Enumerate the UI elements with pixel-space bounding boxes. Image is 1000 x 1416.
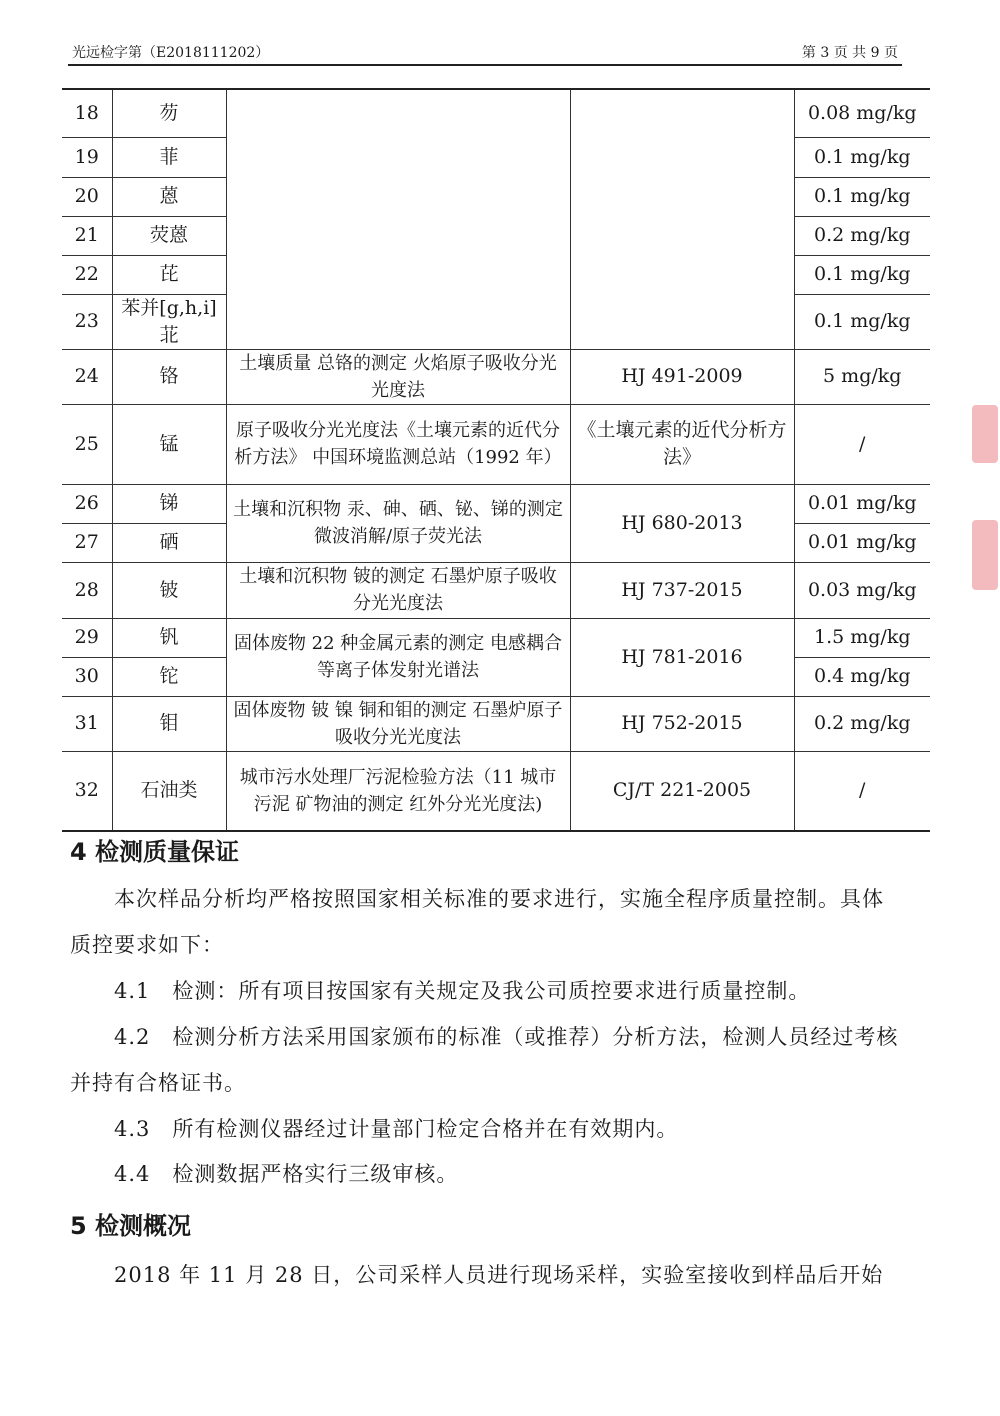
row-number: 29 (62, 618, 112, 657)
detection-limit: 0.2 mg/kg (794, 216, 930, 255)
report-number: 光远检字第（E2018111202） (72, 45, 270, 61)
section-4-intro: 本次样品分析均严格按照国家相关标准的要求进行，实施全程序质量控制。具体质控要求如下： (70, 887, 884, 957)
row-number: 27 (62, 523, 112, 562)
page-header (68, 40, 902, 66)
method-name: 城市污水处理厂污泥检验方法（11 城市污泥 矿物油的测定 红外分光光度法) (226, 751, 570, 831)
item-name: 铬 (112, 349, 226, 404)
seal-stamp-fragment (972, 405, 998, 463)
item-name: 荧蒽 (112, 216, 226, 255)
detection-limit: 0.1 mg/kg (794, 294, 930, 349)
detection-limit: 0.2 mg/kg (794, 696, 930, 751)
method-name: 固体废物 铍 镍 铜和钼的测定 石墨炉原子吸收分光光度法 (226, 696, 570, 751)
item-name: 铍 (112, 562, 226, 618)
detection-limit: / (794, 404, 930, 484)
detection-limit: / (794, 751, 930, 831)
item-name: 芴 (112, 89, 226, 137)
page-number: 第 3 页 共 9 页 (801, 45, 898, 61)
item-name: 钒 (112, 618, 226, 657)
detection-limit: 5 mg/kg (794, 349, 930, 404)
row-number: 24 (62, 349, 112, 404)
row-number: 32 (62, 751, 112, 831)
method-name: 土壤质量 总铬的测定 火焰原子吸收分光光度法 (226, 349, 570, 404)
detection-limit: 0.01 mg/kg (794, 484, 930, 523)
row-number: 23 (62, 294, 112, 349)
detection-limit: 1.5 mg/kg (794, 618, 930, 657)
method-name: 土壤和沉积物 铍的测定 石墨炉原子吸收分光光度法 (226, 562, 570, 618)
quality-item: 4.3 所有检测仪器经过计量部门检定合格并在有效期内。 (114, 1117, 679, 1141)
row-number: 25 (62, 404, 112, 484)
item-name: 钼 (112, 696, 226, 751)
table-row (62, 751, 930, 831)
item-name: 苯并[g,h,i]苝 (112, 294, 226, 349)
table-row (62, 696, 930, 751)
method-table (62, 88, 930, 832)
quality-item: 4.4 检测数据严格实行三级审核。 (114, 1162, 459, 1186)
row-number: 21 (62, 216, 112, 255)
row-number: 28 (62, 562, 112, 618)
table-row (62, 89, 930, 137)
detection-limit: 0.1 mg/kg (794, 137, 930, 177)
method-name: 固体废物 22 种金属元素的测定 电感耦合等离子体发射光谱法 (226, 618, 570, 696)
method-name: 原子吸收分光光度法《土壤元素的近代分析方法》 中国环境监测总站（1992 年） (226, 404, 570, 484)
table-row (62, 484, 930, 523)
detection-limit: 0.03 mg/kg (794, 562, 930, 618)
item-name: 蒽 (112, 177, 226, 216)
detection-limit: 0.01 mg/kg (794, 523, 930, 562)
row-number: 19 (62, 137, 112, 177)
standard-code: HJ 737-2015 (570, 562, 794, 618)
row-number: 26 (62, 484, 112, 523)
row-number: 30 (62, 657, 112, 696)
table-row (62, 404, 930, 484)
item-name: 锑 (112, 484, 226, 523)
item-name: 石油类 (112, 751, 226, 831)
section-5-title: 5 检测概况 (70, 1212, 192, 1240)
standard-code: HJ 491-2009 (570, 349, 794, 404)
detection-limit: 0.1 mg/kg (794, 177, 930, 216)
item-name: 芘 (112, 255, 226, 294)
row-number: 22 (62, 255, 112, 294)
standard-code: 《土壤元素的近代分析方法》 (570, 404, 794, 484)
item-name: 锰 (112, 404, 226, 484)
quality-item: 4.2 检测分析方法采用国家颁布的标准（或推荐）分析方法，检测人员经过考核并持有合格证书。 (70, 1025, 899, 1095)
standard-code: HJ 680-2013 (570, 484, 794, 562)
standard-cell-empty (570, 89, 794, 349)
table-row (62, 562, 930, 618)
standard-code: HJ 781-2016 (570, 618, 794, 696)
section-5-text: 2018 年 11 月 28 日，公司采样人员进行现场采样，实验室接收到样品后开始 (114, 1263, 884, 1287)
standard-code: HJ 752-2015 (570, 696, 794, 751)
row-number: 18 (62, 89, 112, 137)
row-number: 31 (62, 696, 112, 751)
table-row (62, 618, 930, 657)
detection-limit: 0.1 mg/kg (794, 255, 930, 294)
quality-item: 4.1 检测：所有项目按国家有关规定及我公司质控要求进行质量控制。 (114, 979, 811, 1003)
method-name: 土壤和沉积物 汞、砷、硒、铋、锑的测定 微波消解/原子荧光法 (226, 484, 570, 562)
item-name: 硒 (112, 523, 226, 562)
method-cell-empty (226, 89, 570, 349)
detection-limit: 0.4 mg/kg (794, 657, 930, 696)
section-4-title: 4 检测质量保证 (70, 838, 240, 866)
item-name: 铊 (112, 657, 226, 696)
detection-limit: 0.08 mg/kg (794, 89, 930, 137)
standard-code: CJ/T 221-2005 (570, 751, 794, 831)
item-name: 菲 (112, 137, 226, 177)
row-number: 20 (62, 177, 112, 216)
table-row (62, 349, 930, 404)
seal-stamp-fragment (972, 520, 998, 590)
